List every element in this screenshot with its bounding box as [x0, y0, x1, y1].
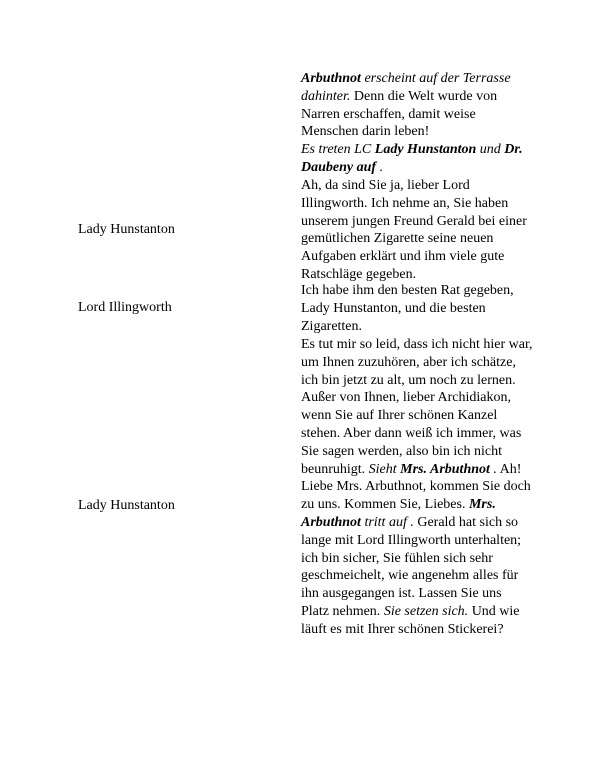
speaker-label: Lord Illingworth [78, 300, 172, 315]
character-name: Lady Hunstanton [374, 142, 477, 157]
speech-text: Gerald hat sich so lange mit Lord Illingworth unterhalten; ich bin sicher, Sie fühlen sich sehr geschmeichelt, wie angenehm alles für ihn ausgegangen ist. Lassen Sie uns Platz nehmen. [301, 514, 522, 619]
dialogue-text [301, 336, 533, 639]
speaker-label: Lady Hunstanton [78, 498, 175, 513]
character-name: Mrs. Arbuthnot [301, 497, 496, 530]
speech-text: Es tut mir so leid, dass ich nicht hier war, um Ihnen zuzuhören, aber ich schätze, ich bin jetzt zu alt, um noch zu lernen. Außer von Ihnen, lieber Archidiakon, wenn Sie auf Ihrer schönen Kanzel stehen. Aber dann weiß ich immer, was Sie sagen werden, also bin ich nicht beunruhigt. [301, 337, 533, 477]
stage-direction-arbuthnot [301, 70, 533, 141]
stage-direction-text: Sie setzen sich. [383, 603, 469, 619]
speaker-label: Lady Hunstanton [78, 222, 175, 237]
stage-direction-text: tritt auf [360, 514, 407, 530]
speech-text: Ah! Liebe Mrs. Arbuthnot, kommen Sie doch zu uns. Kommen Sie, Liebes. [301, 461, 531, 513]
stage-direction-text: erscheint auf der Terrasse dahinter. [301, 71, 511, 104]
character-name: Arbuthnot [301, 71, 361, 86]
stage-direction-text: Sieht [368, 461, 401, 477]
stage-direction-text: und [476, 142, 505, 157]
speech-text: Denn die Welt wurde von Narren erschaffen, damit weise Menschen darin leben! [301, 88, 498, 140]
character-name: Dr. Daubeny auf [301, 142, 523, 175]
speech-text: Und wie läuft es mit Ihrer schönen Stickerei? [301, 603, 520, 637]
stage-direction-text: . [376, 159, 384, 175]
character-name: Mrs. Arbuthnot [400, 461, 490, 477]
dialogue-text: Ah, da sind Sie ja, lieber Lord Illingworth. Ich nehme an, Sie haben unserem jungen Freund Gerald bei einer gemütlichen Zigarette seine neuen Aufgaben erklärt und ihm viele gute Ratschläge gegeben. [301, 178, 527, 282]
stage-direction-entrance [301, 141, 533, 177]
dialogue-text: Ich habe ihm den besten Rat gegeben, Lady Hunstanton, und die besten Zigaretten. [301, 283, 514, 334]
stage-direction-text: Es treten LC [301, 142, 375, 157]
stage-direction-text: . [406, 514, 414, 530]
stage-direction-text: . [489, 461, 497, 477]
